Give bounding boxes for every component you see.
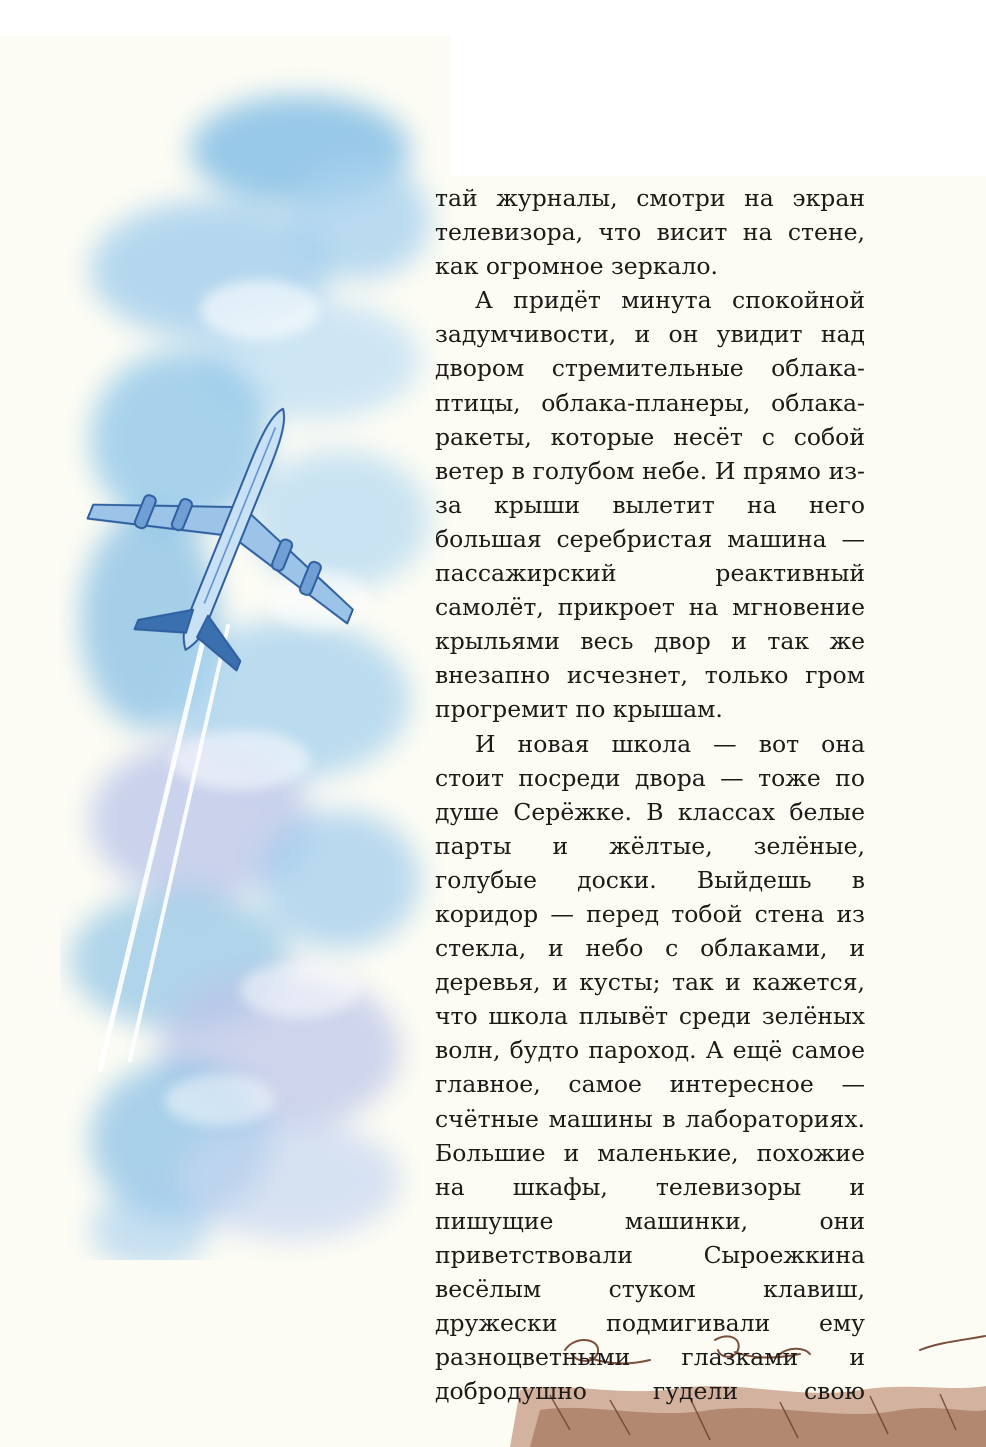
paragraph-3: И новая школа — вот она стоит посреди двора — тоже по душе Серёжке. В классах белые парты и жёлтые, зелёные, голубые доски. Выйдешь в коридор — перед тобой стена из стекла, и небо с облаками, и деревья, и кусты; так и кажется, что школа плывёт среди зелёных волн, будто пароход. А ещё самое главное, самое интересное — счётные машины в лабораториях. Большие и маленькие, похожие на шкафы, телевизоры и пишущие машинки, они приветствовали Сыроежкина весёлым стуком клавиш, дружески подмигивали ему разноцветными глазками и добродушно гудели свою [435, 729, 865, 1406]
paragraph-1: тай журналы, смотри на экран телевизора, что висит на стене, как огромное зеркало. [435, 184, 865, 281]
paragraph-2: А придёт минута спокойной задумчивости, и он увидит над двором стремительные облака-птицы, облака-планеры, облака-ракеты, которые несёт с собой ветер в голубом небе. И прямо из-за крыши вылетит на него большая серебристая машина — пассажирский реактивный самолёт, прикроет на мгновение крыльями весь двор и так же внезапно исчезнет, только гром прогремит по крышам. [435, 286, 865, 724]
text-column [435, 181, 865, 1408]
top-margin [0, 0, 986, 36]
top-right-margin [450, 36, 986, 176]
sky-airplane-illustration [60, 60, 460, 1260]
